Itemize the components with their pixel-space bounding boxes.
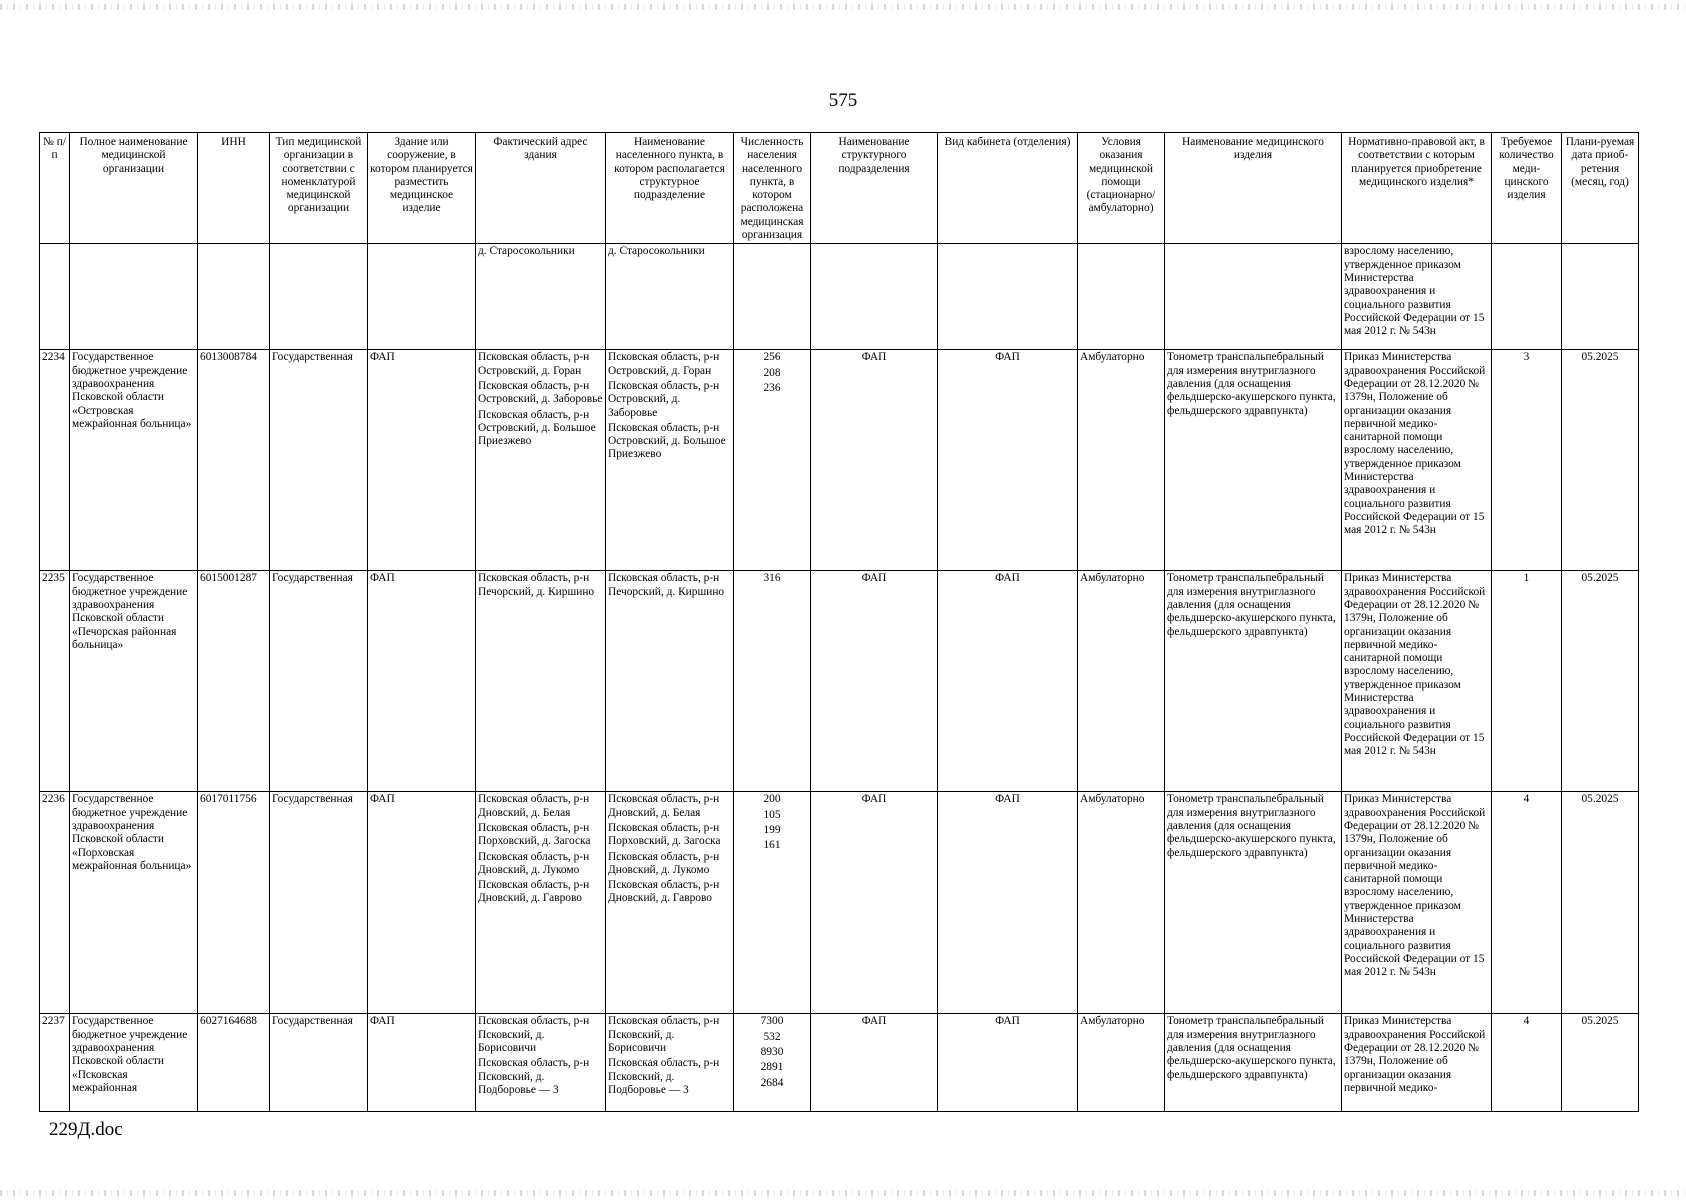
col-header-quantity: Требуемое количество меди-цинского изделия <box>1492 133 1562 244</box>
settlement-item: Псковская область, р-н Псковский, д. Борисовичи <box>608 1015 720 1054</box>
address-item: Псковская область, р-н Островский, д. Горан <box>478 351 590 377</box>
settlement-item: Псковская область, р-н Островский, д. Горан <box>608 351 720 377</box>
address-item: Псковская область, р-н Псковский, д. Борисовичи <box>478 1015 590 1054</box>
cell-conditions: Амбулаторно <box>1078 350 1165 571</box>
col-header-cabinet: Вид кабинета (отделения) <box>938 133 1078 244</box>
population-item: 532 <box>763 1030 781 1043</box>
cell-num: 2234 <box>40 350 70 571</box>
cell-device: Тонометр транспальпебральный для измерения внутриглазного давления (для оснащения фельдшерско-акушерского пункта, фельдшерского здравпункта) <box>1165 792 1342 1014</box>
table-row <box>40 792 1639 1014</box>
cell-org-type: Государственная <box>270 571 368 792</box>
col-header-num: № п/п <box>40 133 70 244</box>
population-item: 208 <box>763 366 781 379</box>
cell-inn: 6015001287 <box>198 571 270 792</box>
cell-building: ФАП <box>368 571 476 792</box>
cell-quantity: 4 <box>1492 1014 1562 1112</box>
cell-address <box>476 792 606 1014</box>
cell-organization: Государственное бюджетное учреждение здравоохранения Псковской области «Порховская межрайонная больница» <box>70 792 198 1014</box>
document-file-code: 229Д.doc <box>49 1119 123 1140</box>
cell-address <box>476 1014 606 1112</box>
col-header-settlement: Наименование населенного пункта, в котором располагается структурное подразделение <box>606 133 734 244</box>
population-item: 2891 <box>760 1061 784 1074</box>
col-header-unit: Наименование структурного подразделения <box>811 133 938 244</box>
col-header-legal-act: Нормативно-правовой акт, в соответствии с которым планируется приобретение медицинского изделия* <box>1342 133 1492 244</box>
settlement-item: Псковская область, р-н Дновский, д. Белая <box>608 793 720 819</box>
address-item: Псковская область, р-н Порховский, д. Загоска <box>478 821 591 848</box>
col-header-inn: ИНН <box>198 133 270 244</box>
col-header-building: Здание или сооружение, в котором планируется разместить медицинское изделие <box>368 133 476 244</box>
equipment-register-table <box>39 132 1639 1112</box>
address-item: Псковская область, р-н Дновский, д. Лукомо <box>478 850 590 876</box>
cell-organization: Государственное бюджетное учреждение здравоохранения Псковской области «Островская межрайонная больница» <box>70 350 198 571</box>
cell-date: 05.2025 <box>1562 1014 1639 1112</box>
cell-organization: Государственное бюджетное учреждение здравоохранения Псковской области «Печорская районная больница» <box>70 571 198 792</box>
population-item: 199 <box>763 823 781 836</box>
header-row <box>40 133 1639 244</box>
settlement-item: Псковская область, р-н Островский, д. Заборовье <box>608 379 720 419</box>
cell-num: 2235 <box>40 571 70 792</box>
cell-legal-act: Приказ Министерства здравоохранения Российской Федерации от 28.12.2020 № 1379н, Положение об организации оказания первичной медико-санитарной помощи взрослому населению, утвержденное приказом Министерства здравоохранения и социального развития Российской Федерации от 15 мая 2012 г. № 543н <box>1342 792 1492 1014</box>
cell-population <box>734 571 811 792</box>
cell-unit: ФАП <box>811 792 938 1014</box>
continuation-row <box>40 244 1639 350</box>
population-item: 2684 <box>760 1076 784 1089</box>
population-item: 316 <box>763 572 781 585</box>
address-item: Псковская область, р-н Островский, д. Большое Приезжево <box>478 408 596 448</box>
cell-inn: 6017011756 <box>198 792 270 1014</box>
population-item: 161 <box>763 839 781 852</box>
cell-organization: Государственное бюджетное учреждение здравоохранения Псковской области «Псковская межрайонная <box>70 1014 198 1112</box>
population-item: 7300 <box>760 1015 784 1028</box>
cell-building: ФАП <box>368 350 476 571</box>
cell-org-type: Государственная <box>270 350 368 571</box>
cell-population <box>734 792 811 1014</box>
cell-quantity: 1 <box>1492 571 1562 792</box>
cell-address <box>476 571 606 792</box>
cell-num: 2236 <box>40 792 70 1014</box>
col-header-device: Наименование медицинского изделия <box>1165 133 1342 244</box>
cell-population <box>734 1014 811 1112</box>
cell-date: 05.2025 <box>1562 792 1639 1014</box>
settlement-item: Псковская область, р-н Печорский, д. Киршино <box>608 572 725 598</box>
cell-device: Тонометр транспальпебральный для измерения внутриглазного давления (для оснащения фельдшерско-акушерского пункта, фельдшерского здравпункта) <box>1165 1014 1342 1112</box>
population-item: 256 <box>763 351 781 364</box>
cell-quantity: 3 <box>1492 350 1562 571</box>
settlement-item: Псковская область, р-н Порховский, д. Загоска <box>608 821 721 848</box>
cell-conditions: Амбулаторно <box>1078 1014 1165 1112</box>
cell-settlement <box>606 350 734 571</box>
address-item: Псковская область, р-н Дновский, д. Белая <box>478 793 590 819</box>
cell-quantity: 4 <box>1492 792 1562 1014</box>
cell-inn: 6013008784 <box>198 350 270 571</box>
cell-address: д. Старосокольники <box>476 244 606 350</box>
settlement-item: Псковская область, р-н Дновский, д. Лукомо <box>608 850 720 876</box>
cell-date: 05.2025 <box>1562 571 1639 792</box>
col-header-date: Плани-руемая дата приоб-ретения (месяц, год) <box>1562 133 1639 244</box>
cell-legal-act: Приказ Министерства здравоохранения Российской Федерации от 28.12.2020 № 1379н, Положение об организации оказания первичной медико- <box>1342 1014 1492 1112</box>
cell-building: ФАП <box>368 1014 476 1112</box>
address-item: Псковская область, р-н Островский, д. Заборовье <box>478 379 603 406</box>
cell-settlement: д. Старосокольники <box>606 244 734 350</box>
cell-cabinet: ФАП <box>938 792 1078 1014</box>
cell-cabinet: ФАП <box>938 1014 1078 1112</box>
cell-org-type: Государственная <box>270 1014 368 1112</box>
cell-org-type: Государственная <box>270 792 368 1014</box>
cell-date: 05.2025 <box>1562 350 1639 571</box>
page-number: 575 <box>828 90 858 111</box>
cell-legal-act: Приказ Министерства здравоохранения Российской Федерации от 28.12.2020 № 1379н, Положение об организации оказания первичной медико-санитарной помощи взрослому населению, утвержденное приказом Министерства здравоохранения и социального развития Российской Федерации от 15 мая 2012 г. № 543н <box>1342 350 1492 571</box>
population-item: 200 <box>763 793 781 806</box>
cell-settlement <box>606 571 734 792</box>
settlement-item: Псковская область, р-н Псковский, д. Подборовье — 3 <box>608 1057 720 1096</box>
col-header-population: Численность населения населенного пункта, в котором расположена медицинская организация <box>734 133 811 244</box>
cell-building: ФАП <box>368 792 476 1014</box>
address-item: Псковская область, р-н Дновский, д. Гаврово <box>478 879 590 905</box>
cell-device: Тонометр транспальпебральный для измерения внутриглазного давления (для оснащения фельдшерско-акушерского пункта, фельдшерского здравпункта) <box>1165 571 1342 792</box>
settlement-item: Псковская область, р-н Островский, д. Большое Приезжево <box>608 421 726 461</box>
cell-device: Тонометр транспальпебральный для измерения внутриглазного давления (для оснащения фельдшерско-акушерского пункта, фельдшерского здравпункта) <box>1165 350 1342 571</box>
table-row <box>40 350 1639 571</box>
cell-legal-act: взрослому населению, утвержденное приказом Министерства здравоохранения и социального развития Российской Федерации от 15 мая 2012 г. № 543н <box>1342 244 1492 350</box>
address-item: Псковская область, р-н Печорский, д. Киршино <box>478 572 595 598</box>
settlement-item: Псковская область, р-н Дновский, д. Гаврово <box>608 879 720 905</box>
table-row <box>40 571 1639 792</box>
scan-edge-top <box>0 4 1686 10</box>
cell-unit: ФАП <box>811 350 938 571</box>
address-item: Псковская область, р-н Псковский, д. Подборовье — 3 <box>478 1057 590 1096</box>
col-header-organization: Полное наименование медицинской организации <box>70 133 198 244</box>
population-item: 236 <box>763 381 781 394</box>
cell-conditions: Амбулаторно <box>1078 792 1165 1014</box>
cell-settlement <box>606 1014 734 1112</box>
cell-unit: ФАП <box>811 571 938 792</box>
population-item: 8930 <box>760 1045 784 1058</box>
col-header-address: Фактический адрес здания <box>476 133 606 244</box>
cell-cabinet: ФАП <box>938 350 1078 571</box>
cell-legal-act: Приказ Министерства здравоохранения Российской Федерации от 28.12.2020 № 1379н, Положение об организации оказания первичной медико-санитарной помощи взрослому населению, утвержденное приказом Министерства здравоохранения и социального развития Российской Федерации от 15 мая 2012 г. № 543н <box>1342 571 1492 792</box>
cell-cabinet: ФАП <box>938 571 1078 792</box>
cell-population <box>734 350 811 571</box>
cell-num: 2237 <box>40 1014 70 1112</box>
cell-conditions: Амбулаторно <box>1078 571 1165 792</box>
cell-settlement <box>606 792 734 1014</box>
scan-edge-bottom <box>0 1190 1686 1196</box>
table-row <box>40 1014 1639 1112</box>
col-header-conditions: Условия оказания медицинской помощи (стационарно/ амбулаторно) <box>1078 133 1165 244</box>
col-header-org-type: Тип медицинской организации в соответствии с номенклатурой медицинской организации <box>270 133 368 244</box>
cell-inn: 6027164688 <box>198 1014 270 1112</box>
cell-address <box>476 350 606 571</box>
cell-unit: ФАП <box>811 1014 938 1112</box>
population-item: 105 <box>763 808 781 821</box>
